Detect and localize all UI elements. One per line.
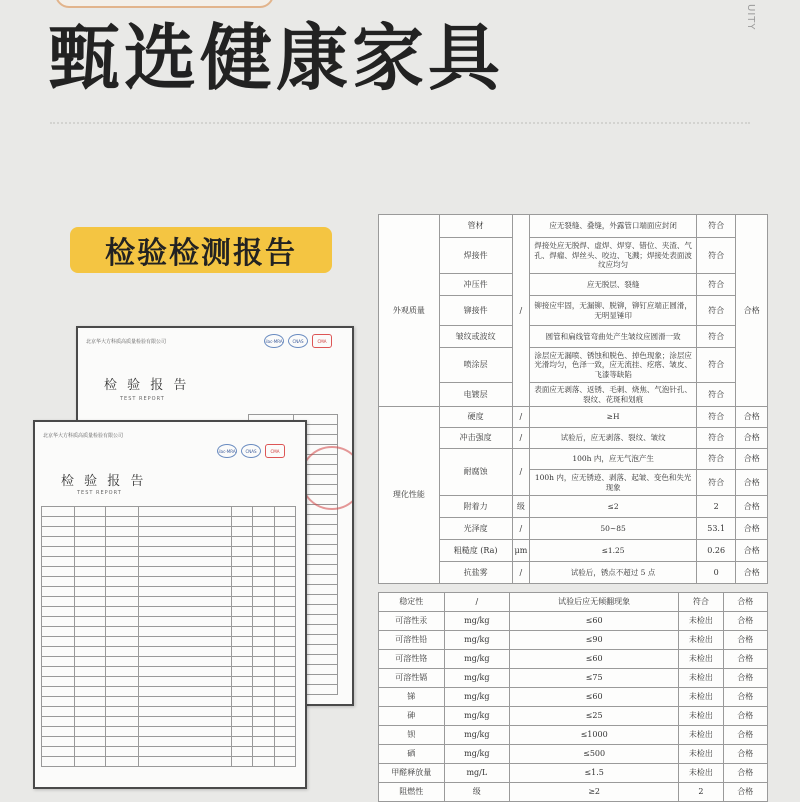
req-cell: 100h 内，应无锈迹、剥落、起皱、变色和失光现象 (530, 470, 697, 496)
report-sheet-front (33, 420, 307, 789)
cma-logo-icon: CMA (265, 444, 285, 458)
value-cell: 未检出 (679, 669, 723, 688)
judge-cell: 符合 (696, 215, 736, 238)
req-cell: ≤60 (510, 650, 679, 669)
req-cell: 涂层应无漏喷、锈蚀和脱色、掉色现象；涂层应光滑均匀，色泽一致，应无流挂、疙瘩、皱皮、飞漆等缺陷 (530, 348, 697, 383)
unit-cell: / (512, 449, 530, 496)
req-cell: ≤60 (510, 612, 679, 631)
group-label: 外观质量 (379, 215, 440, 407)
value-cell: 未检出 (679, 726, 723, 745)
result-cell: 合格 (736, 449, 768, 470)
value-cell: 未检出 (679, 650, 723, 669)
item-cell: 可溶性铬 (379, 650, 445, 669)
item-cell: 可溶性汞 (379, 612, 445, 631)
result-cell: 合格 (736, 407, 768, 428)
req-cell: ≤75 (510, 669, 679, 688)
req-cell: ≥H (530, 407, 697, 428)
item-cell: 钡 (379, 726, 445, 745)
judge-cell: 符合 (696, 274, 736, 296)
judge-cell: 符合 (696, 383, 736, 407)
judge-cell: 符合 (696, 348, 736, 383)
unit-cell: / (512, 518, 530, 540)
result-cell: 合格 (723, 612, 767, 631)
req-cell: 应无裂缝、叠缝，外露管口端面应封闭 (530, 215, 697, 238)
req-cell: ≤500 (510, 745, 679, 764)
result-cell: 合格 (736, 215, 768, 407)
result-cell: 合格 (723, 593, 767, 612)
req-cell: ≤90 (510, 631, 679, 650)
unit-cell: mg/kg (444, 669, 510, 688)
req-cell: ≤60 (510, 688, 679, 707)
group-label: 理化性能 (379, 407, 440, 584)
unit-cell: / (444, 593, 510, 612)
unit-cell: / (512, 428, 530, 449)
unit-cell: mg/kg (444, 688, 510, 707)
dotted-divider (50, 122, 750, 130)
value-cell: 未检出 (679, 707, 723, 726)
item-cell: 皱纹或波纹 (439, 326, 512, 348)
req-cell: 100h 内，应无气泡产生 (530, 449, 697, 470)
cnas-logo-icon: CNAS (241, 444, 261, 458)
item-cell: 粗糙度 (Ra) (439, 540, 512, 562)
judge-cell: 符合 (696, 326, 736, 348)
result-cell: 合格 (723, 764, 767, 783)
unit-cell: 级 (512, 496, 530, 518)
unit-cell: mg/kg (444, 612, 510, 631)
item-cell: 可溶性镉 (379, 669, 445, 688)
accreditation-logos (264, 334, 332, 348)
ilac-logo-icon: ilac-MRA (217, 444, 237, 458)
item-cell: 铆接件 (439, 296, 512, 326)
item-cell: 喷涂层 (439, 348, 512, 383)
item-cell: 阻燃性 (379, 783, 445, 802)
result-cell: 合格 (723, 688, 767, 707)
result-cell: 合格 (723, 745, 767, 764)
value-cell: 符合 (696, 449, 736, 470)
item-cell: 焊接件 (439, 238, 512, 274)
result-cell: 合格 (736, 496, 768, 518)
cnas-logo-icon: CNAS (288, 334, 308, 348)
req-cell: ≤25 (510, 707, 679, 726)
value-cell: 2 (696, 496, 736, 518)
test-results-table-appearance (378, 214, 768, 584)
req-cell: ≥2 (510, 783, 679, 802)
value-cell: 符合 (696, 407, 736, 428)
req-cell: 焊接处应无脱焊、虚焊、焊穿、错位、夹渣、气孔、焊瘤、焊丝头、咬边、飞溅；焊接处表面波纹应均匀 (530, 238, 697, 274)
unit-cell: mg/kg (444, 650, 510, 669)
value-cell: 未检出 (679, 631, 723, 650)
result-cell: 合格 (736, 470, 768, 496)
accreditation-logos (217, 444, 285, 458)
result-cell: 合格 (723, 726, 767, 745)
result-cell: 合格 (723, 669, 767, 688)
req-cell: 试验后应无倾翻现象 (510, 593, 679, 612)
judge-cell: 符合 (696, 296, 736, 326)
result-cell: 合格 (736, 562, 768, 584)
item-cell: 光泽度 (439, 518, 512, 540)
item-cell: 耐腐蚀 (439, 449, 512, 496)
value-cell: 未检出 (679, 745, 723, 764)
judge-cell: 符合 (696, 238, 736, 274)
unit-cell: 级 (444, 783, 510, 802)
result-cell: 合格 (723, 707, 767, 726)
req-cell: ≤1000 (510, 726, 679, 745)
unit-cell: / (512, 215, 530, 407)
value-cell: 符合 (696, 470, 736, 496)
value-cell: 未检出 (679, 764, 723, 783)
result-cell: 合格 (736, 518, 768, 540)
item-cell: 稳定性 (379, 593, 445, 612)
item-cell: 附着力 (439, 496, 512, 518)
item-cell: 硒 (379, 745, 445, 764)
unit-cell: mg/kg (444, 707, 510, 726)
value-cell: 0 (696, 562, 736, 584)
item-cell: 砷 (379, 707, 445, 726)
value-cell: 53.1 (696, 518, 736, 540)
result-cell: 合格 (723, 783, 767, 802)
result-cell: 合格 (736, 540, 768, 562)
value-cell: 2 (679, 783, 723, 802)
unit-cell: μm (512, 540, 530, 562)
value-cell: 符合 (679, 593, 723, 612)
section-badge: 检验检测报告 (70, 227, 332, 273)
item-cell: 硬度 (439, 407, 512, 428)
req-cell: ≤1.5 (510, 764, 679, 783)
ilac-logo-icon: ilac-MRA (264, 334, 284, 348)
side-caption: UITY (745, 4, 756, 31)
req-cell: ≤2 (530, 496, 697, 518)
value-cell: 未检出 (679, 688, 723, 707)
req-cell: ≤1.25 (530, 540, 697, 562)
value-cell: 0.26 (696, 540, 736, 562)
unit-cell: mg/kg (444, 726, 510, 745)
cma-logo-icon: CMA (312, 334, 332, 348)
report-title: 检 验 报 告 (104, 378, 190, 393)
unit-cell: / (512, 562, 530, 584)
value-cell: 未检出 (679, 612, 723, 631)
req-cell: 试验后，锈点不超过 5 点 (530, 562, 697, 584)
unit-cell: mg/kg (444, 631, 510, 650)
item-cell: 锑 (379, 688, 445, 707)
unit-cell: mg/kg (444, 745, 510, 764)
report-mini-table (41, 506, 296, 767)
report-company: 北京华大方科质高质量检验有限公司 (43, 433, 124, 439)
req-cell: 铆接应牢固，无漏铆、脱铆，铆钉应端正圆滑，无明显锤印 (530, 296, 697, 326)
req-cell: 表面应无剥落、返锈、毛刺、烧焦、气泡针孔、裂纹、花斑和划痕 (530, 383, 697, 407)
item-cell: 冲压件 (439, 274, 512, 296)
value-cell: 符合 (696, 428, 736, 449)
req-cell: 圆管和扁线管弯曲处产生皱纹应圆滑一致 (530, 326, 697, 348)
item-cell: 电镀层 (439, 383, 512, 407)
result-cell: 合格 (723, 631, 767, 650)
item-cell: 管材 (439, 215, 512, 238)
report-title: 检 验 报 告 (61, 474, 147, 489)
report-company: 北京华大方科质高质量检验有限公司 (86, 339, 167, 345)
item-cell: 可溶性铅 (379, 631, 445, 650)
report-subtitle: TEST REPORT (77, 490, 122, 496)
item-cell: 冲击强度 (439, 428, 512, 449)
test-results-table-safety (378, 592, 768, 802)
result-cell: 合格 (723, 650, 767, 669)
report-subtitle: TEST REPORT (120, 396, 165, 402)
item-cell: 甲醛释放量 (379, 764, 445, 783)
unit-cell: / (512, 407, 530, 428)
req-cell: 应无脱层、裂缝 (530, 274, 697, 296)
top-tab-outline (55, 0, 274, 8)
result-cell: 合格 (736, 428, 768, 449)
req-cell: 50~85 (530, 518, 697, 540)
item-cell: 抗盐雾 (439, 562, 512, 584)
page-headline: 甄选健康家具 (48, 16, 505, 100)
unit-cell: mg/L (444, 764, 510, 783)
req-cell: 试验后，应无剥落、裂纹、皱纹 (530, 428, 697, 449)
